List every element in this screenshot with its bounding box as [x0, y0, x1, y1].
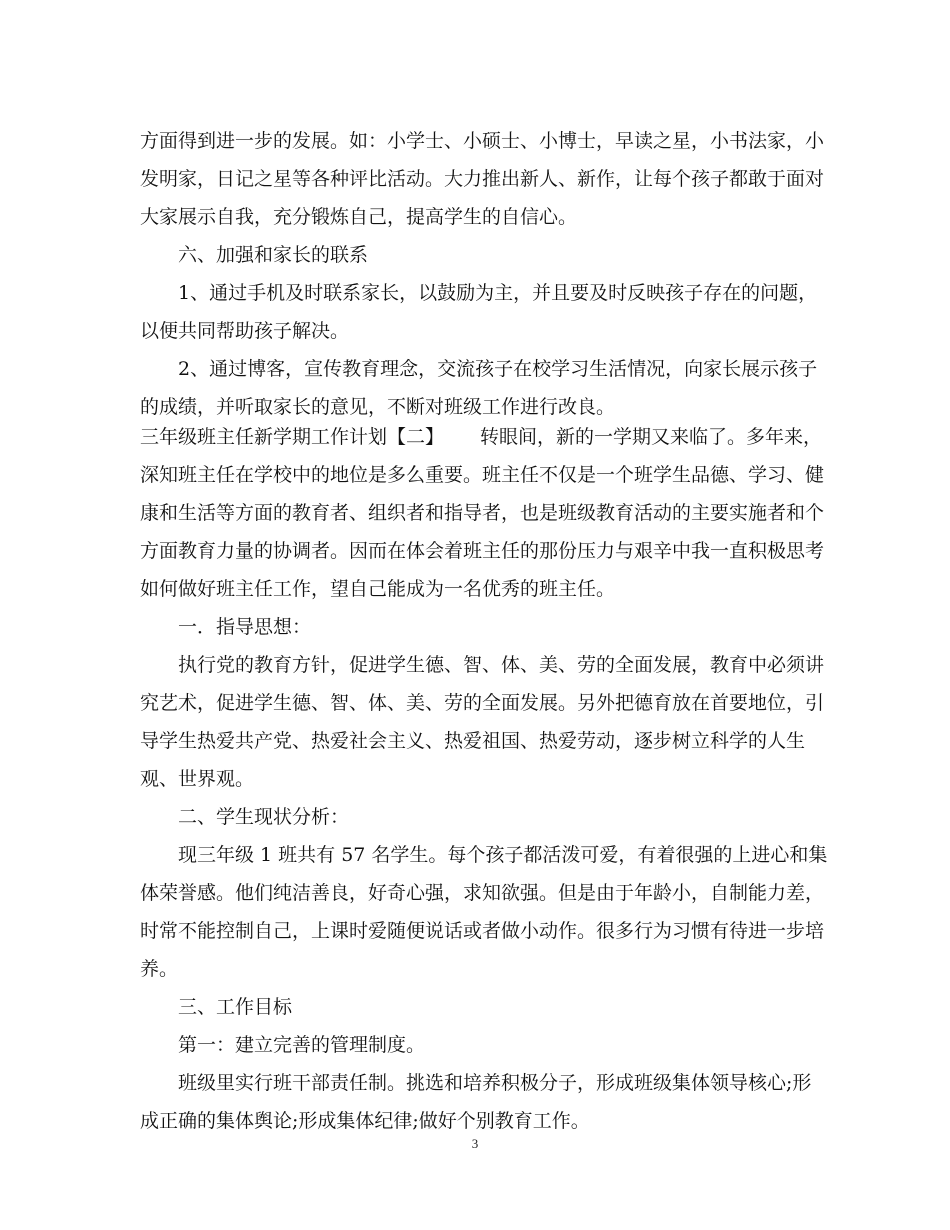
- paragraph-student-analysis: [140, 840, 828, 984]
- text-line: 体荣誉感。他们纯洁善良，好奇心强，求知欲强。但是由于年龄小，自制能力差，: [140, 882, 825, 904]
- section-heading-work-goals: [140, 992, 812, 1022]
- text-line: 1、通过手机及时联系家长，以鼓励为主，并且要及时反映孩子存在的问题，: [178, 282, 818, 304]
- text-line: 执行党的教育方针，促进学生德、智、体、美、劳的全面发展，教育中必须讲: [178, 654, 825, 676]
- text-line: 养。: [140, 958, 179, 980]
- page-number: 3: [471, 1136, 479, 1151]
- text-line: 成正确的集体舆论;形成集体纪律;做好个别教育工作。: [140, 1110, 590, 1132]
- text-line: 2、通过博客，宣传教育理念，交流孩子在校学习生活情况，向家长展示孩子: [178, 358, 818, 380]
- heading-line: 二、学生现状分析：: [178, 806, 350, 828]
- heading-line: 三、工作目标: [178, 996, 293, 1018]
- text-line: 方面教育力量的协调者。因而在体会着班主任的那份压力与艰辛中我一直积极思考: [140, 540, 825, 562]
- text-line: 深知班主任在学校中的地位是多么重要。班主任不仅是一个班学生品德、学习、健: [140, 464, 825, 486]
- text-line: 如何做好班主任工作，望自己能成为一名优秀的班主任。: [140, 578, 616, 600]
- paragraph-blog: [140, 354, 818, 422]
- text-line: 的成绩，并听取家长的意见，不断对班级工作进行改良。: [140, 396, 616, 418]
- text-line: [140, 422, 823, 452]
- heading-line: 六、加强和家长的联系: [178, 244, 369, 266]
- text-line: 究艺术，促进学生德、智、体、美、劳的全面发展。另外把德育放在首要地位，引: [140, 692, 825, 714]
- document-body: [140, 126, 828, 1136]
- section-heading-guiding-thought: [140, 612, 812, 642]
- text-line: 以便共同帮助孩子解决。: [140, 320, 350, 342]
- heading-line: 第一：建立完善的管理制度。: [178, 1034, 426, 1056]
- subheading-management-system: [140, 1030, 812, 1060]
- text-line: 发明家，日记之星等各种评比活动。大力推出新人、新作，让每个孩子都敢于面对: [140, 168, 825, 190]
- plan-title: 三年级班主任新学期工作计划【二】: [140, 426, 445, 448]
- paragraph-phone-contact: [140, 278, 818, 346]
- paragraph-plan-two: [140, 422, 825, 604]
- paragraph-guiding-thought: [140, 650, 825, 794]
- heading-line: 一．指导思想：: [178, 616, 312, 638]
- text-line: 观、世界观。: [140, 768, 255, 790]
- section-heading-student-analysis: [140, 802, 812, 832]
- text-line: 班级里实行班干部责任制。挑选和培养积极分子，形成班级集体领导核心;形: [178, 1072, 812, 1094]
- text-line: 导学生热爱共产党、热爱社会主义、热爱祖国、热爱劳动，逐步树立科学的人生: [140, 730, 806, 752]
- paragraph-class-cadre: [140, 1068, 812, 1136]
- text-line: 大家展示自我，充分锻炼自己，提高学生的自信心。: [140, 206, 578, 228]
- text-line: 康和生活等方面的教育者、组织者和指导者，也是班级教育活动的主要实施者和个: [140, 502, 825, 524]
- paragraph-activities: [140, 126, 825, 232]
- text-line: 时常不能控制自己，上课时爱随便说话或者做小动作。很多行为习惯有待进一步培: [140, 920, 825, 942]
- section-heading-parent-contact: [140, 240, 812, 270]
- plan-intro: 转眼间，新的一学期又来临了。多年来，: [480, 426, 823, 448]
- text-line: 方面得到进一步的发展。如：小学士、小硕士、小博士，早读之星，小书法家，小: [140, 130, 825, 152]
- text-line: 现三年级 1 班共有 57 名学生。每个孩子都活泼可爱，有着很强的上进心和集: [178, 844, 828, 866]
